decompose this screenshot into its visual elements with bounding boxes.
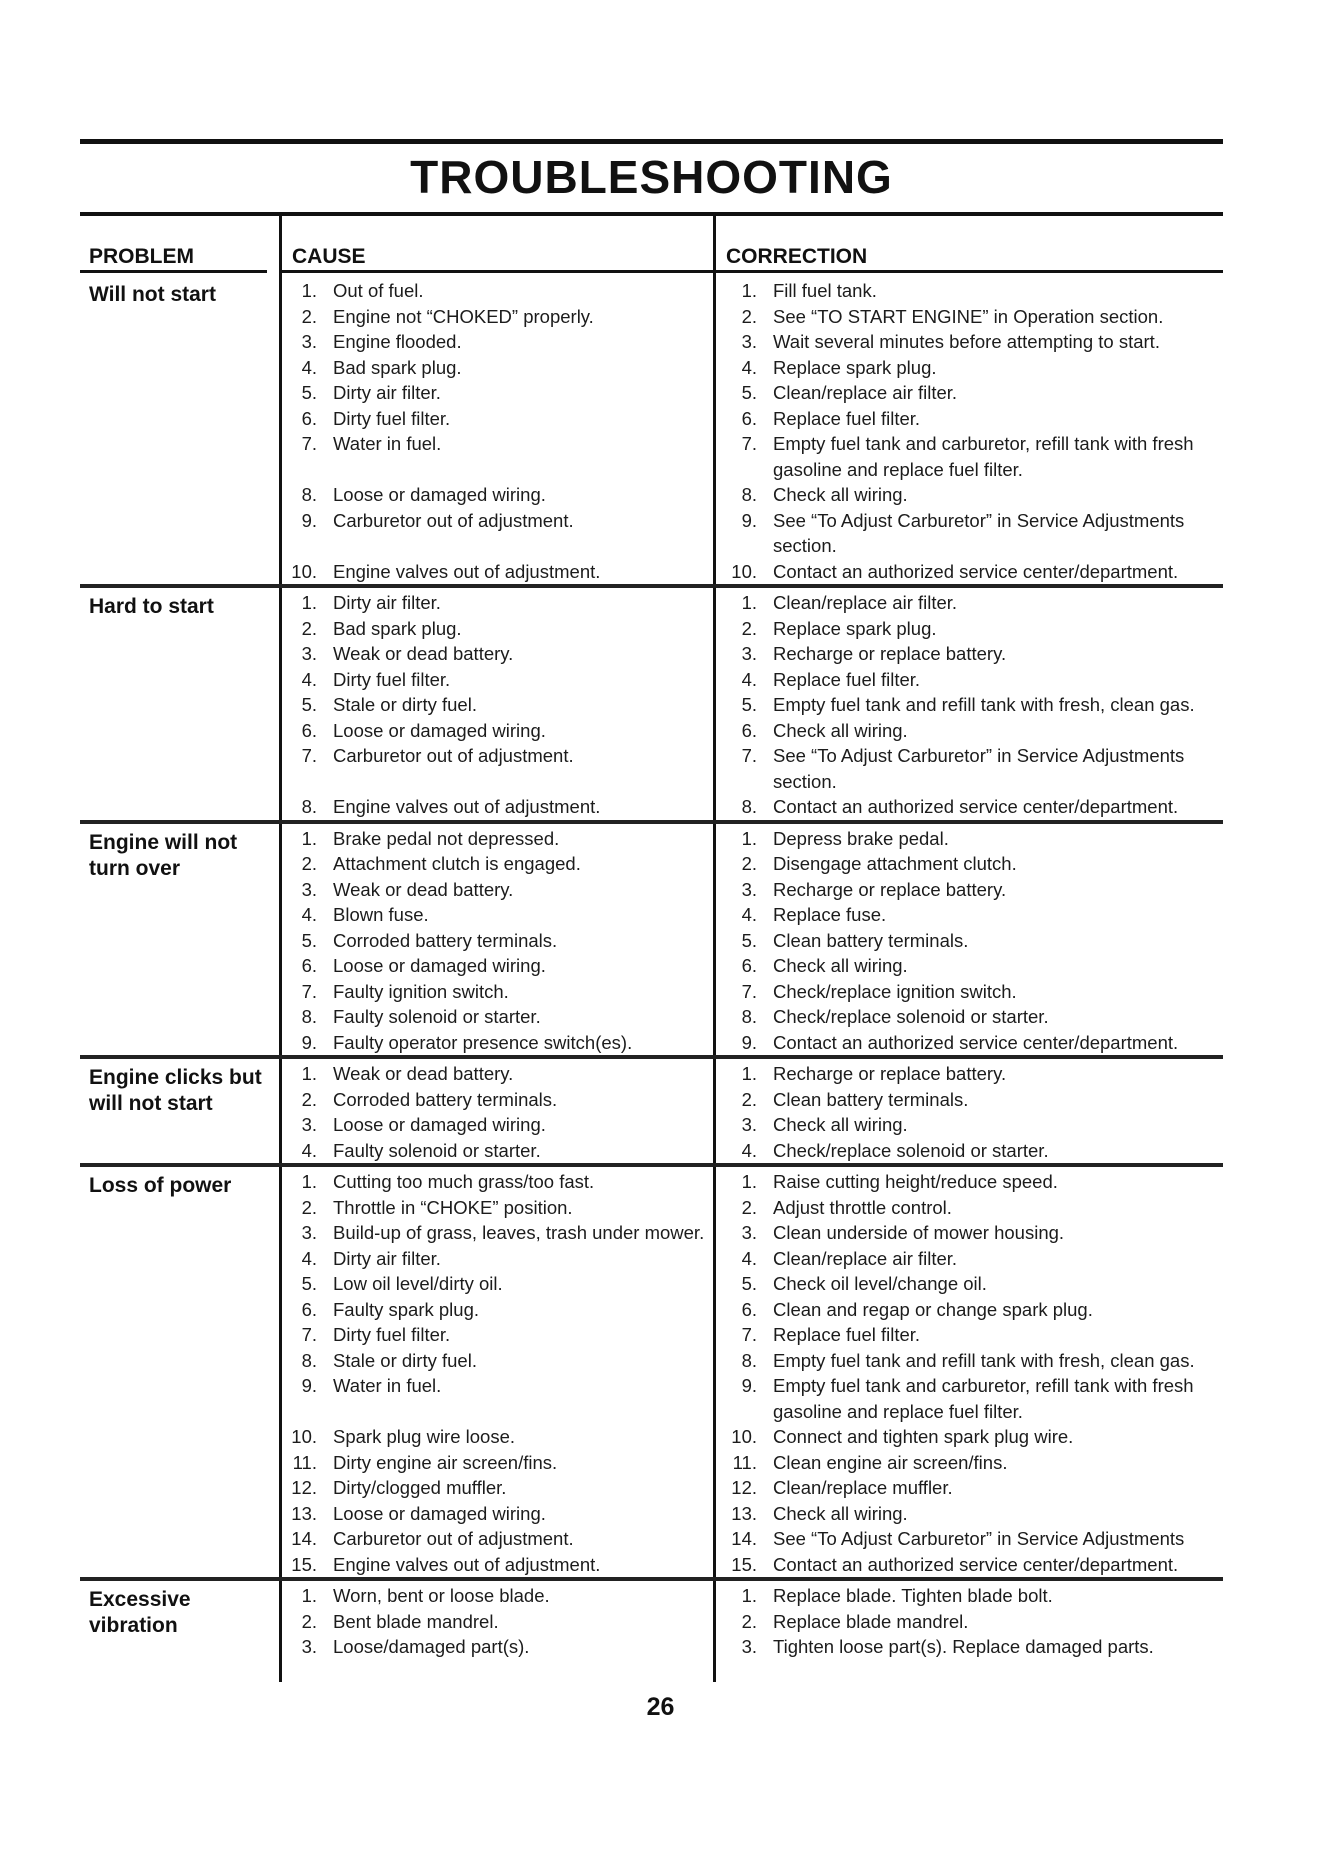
- correction-text: Clean battery terminals.: [773, 929, 969, 951]
- cause-number: 14.: [291, 1528, 317, 1549]
- correction-text: See “TO START ENGINE” in Operation section.: [773, 305, 1164, 327]
- correction-number: 10.: [731, 560, 757, 582]
- cause-text: Corroded battery terminals.: [333, 929, 558, 951]
- cause-correction-item: [280, 928, 1223, 954]
- cause-text: Engine valves out of adjustment.: [333, 560, 601, 582]
- cause-correction-item: [280, 278, 1223, 304]
- cause-number: 13.: [291, 1502, 317, 1524]
- cause-text: Faulty solenoid or starter.: [333, 1139, 541, 1161]
- cause-text: Engine flooded.: [333, 331, 462, 352]
- cause-correction-item: [280, 1087, 1223, 1113]
- correction-text: Clean/replace air filter.: [773, 592, 958, 613]
- cause-number: 1.: [301, 1063, 317, 1084]
- correction-number: 5.: [741, 929, 757, 951]
- cause-text: Loose or damaged wiring.: [333, 719, 546, 741]
- correction-number: 6.: [741, 719, 757, 741]
- cause-text: Bent blade mandrel.: [333, 1610, 499, 1632]
- problem-label: Will not start: [89, 283, 216, 306]
- cause-number: 4.: [301, 904, 317, 925]
- cause-correction-item: [280, 1526, 1223, 1552]
- correction-text: Replace fuse.: [773, 904, 887, 925]
- cause-correction-item: [280, 743, 1223, 794]
- cause-number: 8.: [301, 1349, 317, 1371]
- correction-number: 8.: [741, 1006, 757, 1027]
- cause-correction-item: [280, 380, 1223, 406]
- cause-text: Loose/damaged part(s).: [333, 1636, 530, 1657]
- correction-text: Clean battery terminals.: [773, 1088, 969, 1110]
- cause-correction-item: [280, 1583, 1223, 1609]
- cause-correction-item: [280, 826, 1223, 852]
- problem-label: Loss of power: [89, 1174, 232, 1197]
- problem-row: [80, 824, 1223, 1060]
- cause-number: 1.: [301, 1171, 317, 1192]
- correction-text: Adjust throttle control.: [773, 1196, 952, 1218]
- cause-text: Engine valves out of adjustment.: [333, 1553, 601, 1575]
- cause-text: Carburetor out of adjustment.: [333, 745, 574, 766]
- cause-number: 12.: [291, 1477, 317, 1498]
- cause-text: Loose or damaged wiring.: [333, 1502, 546, 1524]
- cause-number: 4.: [301, 356, 317, 378]
- correction-number: 2.: [741, 853, 757, 874]
- correction-number: 4.: [741, 1139, 757, 1161]
- correction-text: Recharge or replace battery.: [773, 878, 1007, 900]
- cause-number: 9.: [301, 509, 317, 531]
- correction-text: Check all wiring.: [773, 484, 908, 505]
- correction-text: Depress brake pedal.: [773, 827, 949, 849]
- problem-row: [80, 1167, 1223, 1581]
- cause-correction-item: [280, 355, 1223, 381]
- cause-text: Dirty engine air screen/fins.: [333, 1451, 558, 1473]
- cause-text: Water in fuel.: [333, 433, 442, 454]
- correction-text: Replace fuel filter.: [773, 1324, 921, 1345]
- cause-correction-item: [280, 1271, 1223, 1297]
- correction-number: 6.: [741, 955, 757, 976]
- cause-text: Faulty spark plug.: [333, 1298, 480, 1320]
- cause-number: 6.: [301, 719, 317, 741]
- correction-number: 9.: [741, 1375, 757, 1396]
- header-rule-cause-correction: [282, 270, 1223, 273]
- cause-number: 10.: [291, 1426, 317, 1447]
- cause-correction-item: [280, 431, 1223, 482]
- correction-number: 3.: [741, 331, 757, 352]
- problem-row: [80, 1059, 1223, 1167]
- header-cause: CAUSE: [292, 245, 366, 268]
- correction-text: Empty fuel tank and refill tank with fresh, clean gas.: [773, 694, 1195, 715]
- cause-number: 2.: [301, 1196, 317, 1218]
- correction-text: Replace spark plug.: [773, 617, 937, 639]
- correction-number: 5.: [741, 1273, 757, 1294]
- correction-number: 1.: [741, 1585, 757, 1606]
- cause-number: 7.: [301, 745, 317, 766]
- cause-number: 4.: [301, 668, 317, 690]
- cause-text: Dirty fuel filter.: [333, 1324, 451, 1345]
- cause-number: 8.: [301, 796, 317, 817]
- header-rule-problem: [80, 270, 267, 273]
- cause-correction-item: [280, 1112, 1223, 1138]
- cause-correction-item: [280, 329, 1223, 355]
- correction-number: 7.: [741, 745, 757, 766]
- cause-correction-item: [280, 1609, 1223, 1635]
- correction-number: 7.: [741, 433, 757, 454]
- cause-correction-item: [280, 1138, 1223, 1164]
- correction-number: 4.: [741, 356, 757, 378]
- correction-text: See “To Adjust Carburetor” in Service Adjustments section.: [773, 745, 1185, 792]
- cause-text: Weak or dead battery.: [333, 1063, 514, 1084]
- correction-number: 1.: [741, 827, 757, 849]
- cause-number: 5.: [301, 382, 317, 403]
- correction-number: 4.: [741, 668, 757, 690]
- correction-text: Replace blade. Tighten blade bolt.: [773, 1585, 1053, 1606]
- correction-number: 2.: [741, 617, 757, 639]
- correction-text: Contact an authorized service center/department.: [773, 1031, 1179, 1053]
- correction-number: 4.: [741, 904, 757, 925]
- cause-correction-item: [280, 718, 1223, 744]
- cause-correction-item: [280, 1246, 1223, 1272]
- page-title: TROUBLESHOOTING: [410, 151, 893, 203]
- cause-correction-item: [280, 1004, 1223, 1030]
- cause-text: Dirty air filter.: [333, 592, 441, 613]
- correction-text: See “To Adjust Carburetor” in Service Adjustments: [773, 1528, 1185, 1549]
- correction-text: Clean/replace muffler.: [773, 1477, 953, 1498]
- cause-correction-item: [280, 794, 1223, 820]
- cause-number: 5.: [301, 929, 317, 951]
- correction-text: Contact an authorized service center/department.: [773, 560, 1179, 582]
- cause-number: 6.: [301, 407, 317, 429]
- cause-correction-item: [280, 851, 1223, 877]
- cause-correction-item: [280, 1475, 1223, 1501]
- cause-correction-item: [280, 1195, 1223, 1221]
- correction-number: 9.: [741, 1031, 757, 1053]
- cause-number: 3.: [301, 331, 317, 352]
- correction-number: 6.: [741, 407, 757, 429]
- cause-number: 3.: [301, 1114, 317, 1135]
- cause-text: Blown fuse.: [333, 904, 429, 925]
- correction-number: 2.: [741, 1196, 757, 1218]
- cause-text: Worn, bent or loose blade.: [333, 1585, 550, 1606]
- cause-text: Carburetor out of adjustment.: [333, 1528, 574, 1549]
- correction-text: Check/replace solenoid or starter.: [773, 1139, 1049, 1161]
- correction-text: Wait several minutes before attempting to start.: [773, 331, 1160, 352]
- cause-number: 2.: [301, 1610, 317, 1632]
- correction-text: Recharge or replace battery.: [773, 1063, 1007, 1084]
- correction-text: Replace fuel filter.: [773, 668, 921, 690]
- cause-correction-item: [280, 692, 1223, 718]
- cause-text: Loose or damaged wiring.: [333, 1114, 546, 1135]
- cause-number: 5.: [301, 694, 317, 715]
- cause-correction-item: [280, 508, 1223, 559]
- header-problem: PROBLEM: [89, 245, 194, 268]
- cause-number: 7.: [301, 433, 317, 454]
- cause-text: Spark plug wire loose.: [333, 1426, 516, 1447]
- correction-text: Check all wiring.: [773, 955, 908, 976]
- cause-number: 6.: [301, 1298, 317, 1320]
- correction-number: 1.: [741, 592, 757, 613]
- correction-number: 1.: [741, 1063, 757, 1084]
- cause-correction-item: [280, 641, 1223, 667]
- cause-text: Weak or dead battery.: [333, 878, 514, 900]
- cause-correction-item: [280, 559, 1223, 585]
- problem-label: Engine will not turn over: [89, 830, 238, 880]
- correction-text: Replace fuel filter.: [773, 407, 921, 429]
- cause-correction-item: [280, 482, 1223, 508]
- cause-correction-item: [280, 1450, 1223, 1476]
- cause-number: 3.: [301, 1222, 317, 1243]
- cause-number: 3.: [301, 1636, 317, 1657]
- cause-number: 4.: [301, 1139, 317, 1161]
- cause-text: Build-up of grass, leaves, trash under mower.: [333, 1222, 705, 1243]
- cause-text: Attachment clutch is engaged.: [333, 853, 581, 874]
- page-number: 26: [646, 1693, 675, 1721]
- cause-text: Bad spark plug.: [333, 356, 462, 378]
- cause-text: Dirty fuel filter.: [333, 407, 451, 429]
- correction-text: Check/replace solenoid or starter.: [773, 1006, 1049, 1027]
- correction-number: 6.: [741, 1298, 757, 1320]
- cause-text: Faulty operator presence switch(es).: [333, 1031, 633, 1053]
- cause-number: 6.: [301, 955, 317, 976]
- cause-number: 7.: [301, 1324, 317, 1345]
- cause-correction-item: [280, 1552, 1223, 1578]
- correction-number: 8.: [741, 796, 757, 817]
- cause-correction-item: [280, 1634, 1223, 1660]
- cause-text: Faulty ignition switch.: [333, 980, 509, 1002]
- cause-text: Carburetor out of adjustment.: [333, 509, 574, 531]
- cause-text: Faulty solenoid or starter.: [333, 1006, 541, 1027]
- cause-number: 2.: [301, 1088, 317, 1110]
- cause-correction-item: [280, 953, 1223, 979]
- correction-number: 10.: [731, 1426, 757, 1447]
- correction-text: Recharge or replace battery.: [773, 643, 1007, 664]
- correction-number: 12.: [731, 1477, 757, 1498]
- correction-text: Check oil level/change oil.: [773, 1273, 987, 1294]
- correction-number: 15.: [731, 1553, 757, 1575]
- cause-correction-item: [280, 1220, 1223, 1246]
- correction-number: 7.: [741, 1324, 757, 1345]
- correction-number: 2.: [741, 1088, 757, 1110]
- cause-number: 1.: [301, 280, 317, 301]
- correction-text: Clean underside of mower housing.: [773, 1222, 1065, 1243]
- cause-text: Engine valves out of adjustment.: [333, 796, 601, 817]
- cause-correction-item: [280, 1501, 1223, 1527]
- correction-text: Disengage attachment clutch.: [773, 853, 1017, 874]
- correction-text: Raise cutting height/reduce speed.: [773, 1171, 1058, 1192]
- correction-text: Fill fuel tank.: [773, 280, 877, 301]
- cause-number: 8.: [301, 484, 317, 505]
- cause-number: 1.: [301, 827, 317, 849]
- cause-text: Dirty air filter.: [333, 1247, 441, 1269]
- cause-correction-item: [280, 1030, 1223, 1056]
- cause-correction-item: [280, 1348, 1223, 1374]
- cause-text: Corroded battery terminals.: [333, 1088, 558, 1110]
- cause-number: 5.: [301, 1273, 317, 1294]
- title-rule: [80, 212, 1223, 216]
- cause-correction-item: [280, 667, 1223, 693]
- problem-label: Hard to start: [89, 595, 214, 618]
- cause-text: Weak or dead battery.: [333, 643, 514, 664]
- cause-text: Dirty fuel filter.: [333, 668, 451, 690]
- correction-text: Check all wiring.: [773, 719, 908, 741]
- cause-text: Low oil level/dirty oil.: [333, 1273, 503, 1294]
- cause-number: 4.: [301, 1247, 317, 1269]
- correction-number: 1.: [741, 280, 757, 301]
- cause-number: 9.: [301, 1031, 317, 1053]
- problem-row: [80, 276, 1223, 588]
- correction-text: Check/replace ignition switch.: [773, 980, 1017, 1002]
- cause-correction-item: [280, 877, 1223, 903]
- cause-text: Bad spark plug.: [333, 617, 462, 639]
- correction-text: Replace spark plug.: [773, 356, 937, 378]
- cause-correction-item: [280, 1297, 1223, 1323]
- cause-text: Brake pedal not depressed.: [333, 827, 560, 849]
- correction-text: Clean/replace air filter.: [773, 382, 958, 403]
- cause-number: 8.: [301, 1006, 317, 1027]
- correction-text: Contact an authorized service center/department.: [773, 796, 1179, 817]
- cause-text: Throttle in “CHOKE” position.: [333, 1196, 573, 1218]
- cause-text: Water in fuel.: [333, 1375, 442, 1396]
- cause-number: 9.: [301, 1375, 317, 1396]
- correction-text: Connect and tighten spark plug wire.: [773, 1426, 1074, 1447]
- troubleshooting-table: [80, 276, 1223, 1660]
- cause-number: 2.: [301, 617, 317, 639]
- cause-correction-item: [280, 1061, 1223, 1087]
- correction-number: 7.: [741, 980, 757, 1002]
- correction-number: 1.: [741, 1171, 757, 1192]
- cause-correction-item: [280, 616, 1223, 642]
- cause-number: 1.: [301, 592, 317, 613]
- correction-number: 11.: [732, 1451, 757, 1473]
- cause-correction-item: [280, 1322, 1223, 1348]
- correction-number: 3.: [741, 1114, 757, 1135]
- cause-number: 7.: [301, 980, 317, 1002]
- cause-number: 1.: [301, 1585, 317, 1606]
- correction-number: 8.: [741, 1349, 757, 1371]
- cause-text: Stale or dirty fuel.: [333, 694, 477, 715]
- correction-number: 3.: [741, 1636, 757, 1657]
- problem-row: [80, 588, 1223, 824]
- cause-number: 3.: [301, 643, 317, 664]
- correction-number: 3.: [741, 1222, 757, 1243]
- cause-correction-item: [280, 590, 1223, 616]
- correction-text: See “To Adjust Carburetor” in Service Adjustments section.: [773, 509, 1185, 556]
- cause-number: 2.: [301, 305, 317, 327]
- correction-number: 14.: [731, 1528, 757, 1549]
- cause-text: Stale or dirty fuel.: [333, 1349, 477, 1371]
- cause-correction-item: [280, 304, 1223, 330]
- cause-correction-item: [280, 1169, 1223, 1195]
- cause-number: 10.: [291, 560, 317, 582]
- problem-row: [80, 1581, 1223, 1660]
- cause-correction-item: [280, 902, 1223, 928]
- cause-number: 3.: [301, 878, 317, 900]
- cause-text: Cutting too much grass/too fast.: [333, 1171, 595, 1192]
- correction-text: Empty fuel tank and carburetor, refill tank with fresh gasoline and replace fuel filter.: [773, 433, 1194, 480]
- correction-text: Empty fuel tank and refill tank with fresh, clean gas.: [773, 1349, 1195, 1371]
- correction-text: Check all wiring.: [773, 1502, 908, 1524]
- correction-text: Tighten loose part(s). Replace damaged parts.: [773, 1636, 1154, 1657]
- problem-label: Excessive vibration: [89, 1588, 191, 1637]
- cause-text: Out of fuel.: [333, 280, 424, 301]
- cause-number: 11.: [292, 1451, 317, 1473]
- correction-text: Empty fuel tank and carburetor, refill tank with fresh gasoline and replace fuel filter.: [773, 1375, 1194, 1422]
- header-correction: CORRECTION: [726, 245, 868, 268]
- correction-number: 8.: [741, 484, 757, 505]
- correction-number: 5.: [741, 382, 757, 403]
- correction-number: 3.: [741, 643, 757, 664]
- cause-correction-item: [280, 1424, 1223, 1450]
- cause-number: 15.: [291, 1553, 317, 1575]
- correction-number: 5.: [741, 694, 757, 715]
- correction-text: Check all wiring.: [773, 1114, 908, 1135]
- correction-number: 9.: [741, 509, 757, 531]
- correction-number: 2.: [741, 1610, 757, 1632]
- top-rule: [80, 139, 1223, 144]
- cause-text: Dirty/clogged muffler.: [333, 1477, 507, 1498]
- cause-correction-item: [280, 1373, 1223, 1424]
- correction-number: 2.: [741, 305, 757, 327]
- correction-text: Clean/replace air filter.: [773, 1247, 958, 1269]
- correction-text: Clean engine air screen/fins.: [773, 1451, 1008, 1473]
- correction-text: Clean and regap or change spark plug.: [773, 1298, 1093, 1320]
- cause-text: Loose or damaged wiring.: [333, 955, 546, 976]
- cause-text: Engine not “CHOKED” properly.: [333, 305, 594, 327]
- problem-label: Engine clicks but will not start: [89, 1066, 262, 1115]
- cause-number: 2.: [301, 853, 317, 874]
- cause-correction-item: [280, 406, 1223, 432]
- correction-number: 13.: [731, 1502, 757, 1524]
- correction-text: Replace blade mandrel.: [773, 1610, 969, 1632]
- cause-text: Loose or damaged wiring.: [333, 484, 546, 505]
- cause-text: Dirty air filter.: [333, 382, 441, 403]
- correction-number: 4.: [741, 1247, 757, 1269]
- correction-text: Contact an authorized service center/department.: [773, 1553, 1179, 1575]
- correction-number: 3.: [741, 878, 757, 900]
- cause-correction-item: [280, 979, 1223, 1005]
